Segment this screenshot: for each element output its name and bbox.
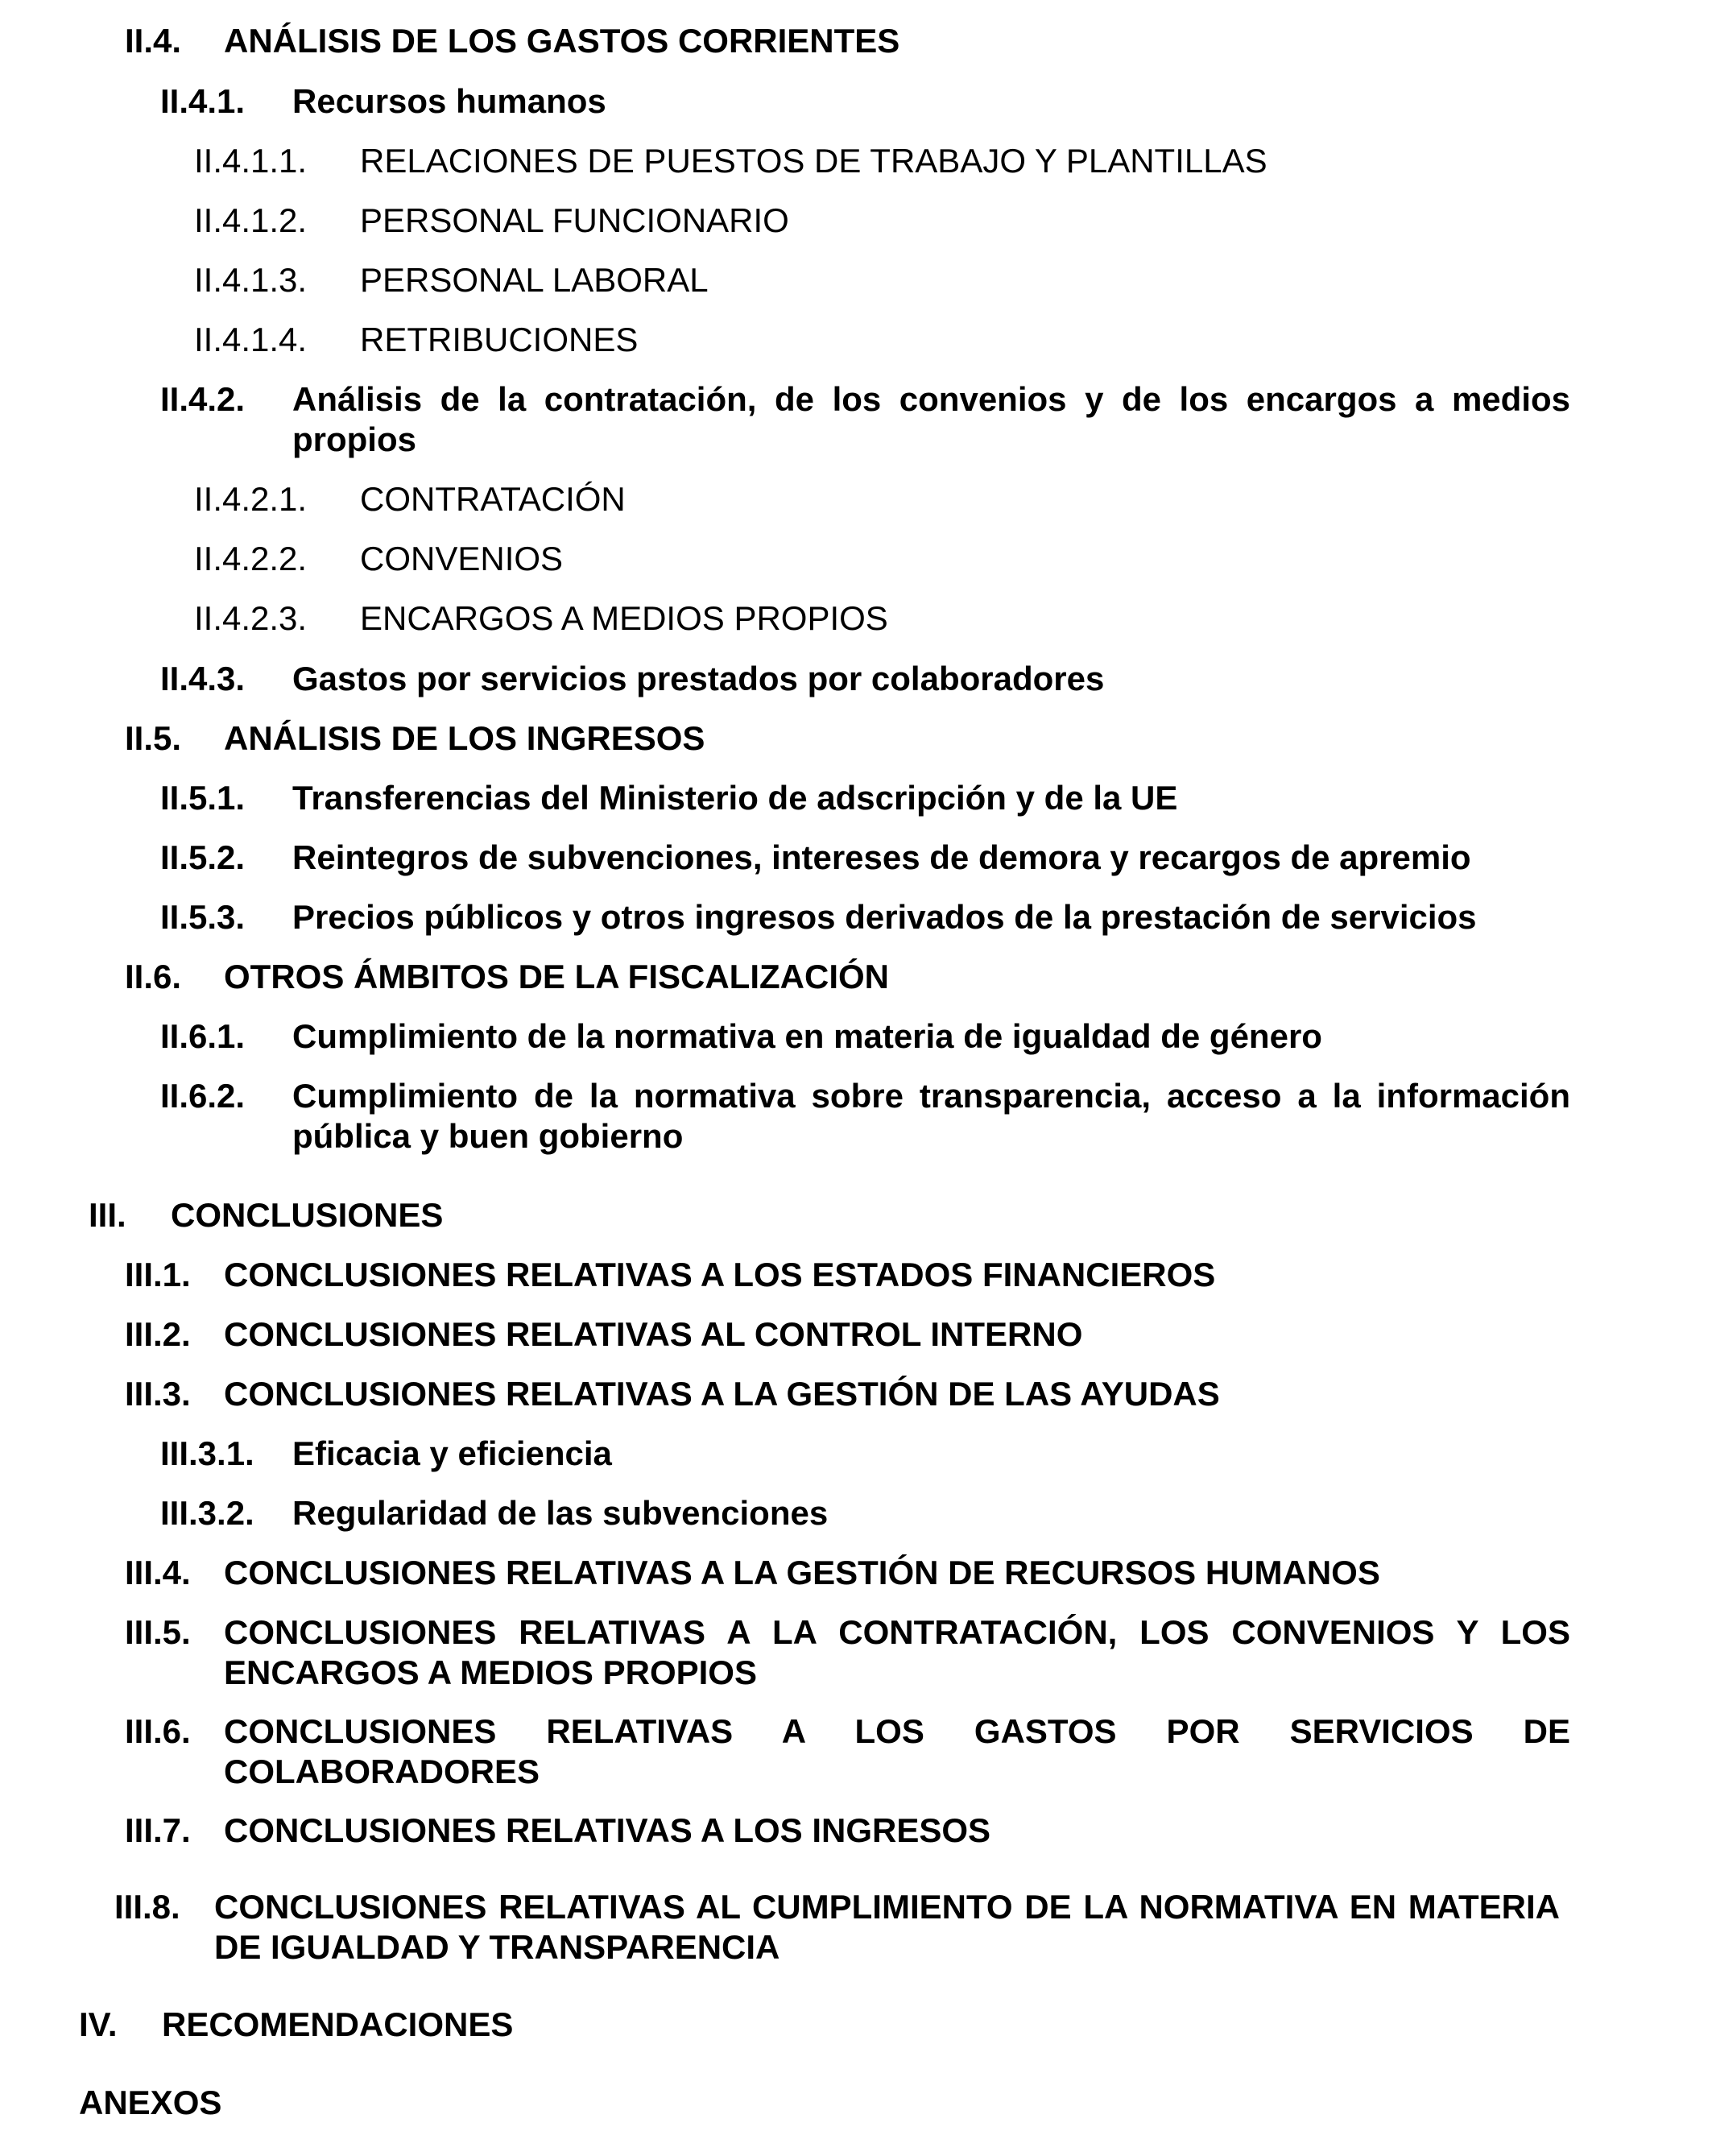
toc-entry-ii-4-1-3	[194, 260, 1563, 300]
toc-title: ENCARGOS A MEDIOS PROPIOS	[360, 599, 888, 637]
toc-title: CONCLUSIONES RELATIVAS A LA GESTIÓN DE LAS AYUDAS	[224, 1375, 1220, 1413]
toc-title: Eficacia y eficiencia	[292, 1434, 612, 1472]
toc-title: Cumplimiento de la normativa sobre transparencia, acceso a la información pública y buen gobierno	[292, 1077, 1570, 1155]
toc-title: CONCLUSIONES RELATIVAS A LA CONTRATACIÓN, LOS CONVENIOS Y LOS ENCARGOS A MEDIOS PROPIOS	[224, 1613, 1570, 1691]
toc-number: III.1.	[125, 1256, 191, 1293]
toc-number: II.5.2.	[160, 838, 246, 876]
toc-entry-ii-5	[125, 718, 1574, 759]
toc-title: CONCLUSIONES RELATIVAS A LOS ESTADOS FINANCIEROS	[224, 1256, 1216, 1293]
toc-number: II.6.1.	[160, 1017, 246, 1055]
toc-entry-ii-4-2-3	[194, 598, 1563, 639]
toc-number: II.4.3.	[160, 660, 246, 697]
toc-entry-ii-4-2-1	[194, 479, 1563, 519]
toc-entry-ii-4-1-2	[194, 201, 1563, 241]
toc-title: OTROS ÁMBITOS DE LA FISCALIZACIÓN	[224, 958, 889, 995]
toc-entry-iii-2	[125, 1314, 1574, 1355]
toc-number: II.4.2.	[160, 380, 246, 418]
toc-number: III.5.	[125, 1613, 191, 1651]
toc-title: CONTRATACIÓN	[360, 480, 626, 518]
toc-number: II.4.1.2.	[194, 201, 308, 239]
toc-entry-iii-8	[114, 1887, 1560, 1968]
toc-entry-ii-4-1-4	[194, 320, 1563, 360]
toc-title: ANÁLISIS DE LOS GASTOS CORRIENTES	[224, 22, 900, 60]
toc-entry-iii-1	[125, 1255, 1574, 1295]
toc-number: III.8.	[114, 1888, 180, 1926]
toc-number: IV.	[79, 2005, 118, 2043]
toc-entry-ii-4-2-2	[194, 539, 1563, 579]
toc-title: Regularidad de las subvenciones	[292, 1494, 829, 1532]
toc-entry-ii-4-1	[160, 81, 1578, 122]
toc-entry-ii-6	[125, 957, 1574, 997]
toc-title: CONVENIOS	[360, 540, 564, 577]
toc-entry-ii-5-2	[160, 838, 1578, 878]
toc-number: II.6.2.	[160, 1077, 246, 1115]
toc-title: PERSONAL LABORAL	[360, 261, 709, 299]
toc-number: III.6.	[125, 1712, 191, 1750]
toc-title: Cumplimiento de la normativa en materia de igualdad de género	[292, 1017, 1322, 1055]
toc-entry-ii-4-3	[160, 659, 1578, 699]
toc-title: Análisis de la contratación, de los convenios y de los encargos a medios propios	[292, 380, 1570, 458]
toc-title: Gastos por servicios prestados por colaboradores	[292, 660, 1105, 697]
toc-title: RELACIONES DE PUESTOS DE TRABAJO Y PLANTILLAS	[360, 142, 1267, 180]
toc-title: ANEXOS	[79, 2084, 222, 2121]
toc-number: II.5.3.	[160, 898, 246, 936]
toc-entry-ii-5-1	[160, 778, 1578, 818]
toc-number: II.4.2.3.	[194, 599, 308, 637]
toc-entry-ii-4-1-1	[194, 141, 1563, 181]
toc-number: III.2.	[125, 1315, 191, 1353]
toc-entry-iii-4	[125, 1553, 1574, 1593]
toc-entry-iii-3-2	[160, 1493, 1578, 1533]
toc-number: II.4.	[125, 22, 182, 60]
toc-title: Transferencias del Ministerio de adscripción y de la UE	[292, 779, 1178, 817]
toc-entry-iii-3-1	[160, 1434, 1578, 1474]
toc-entry-ii-6-1	[160, 1016, 1578, 1057]
toc-title: CONCLUSIONES RELATIVAS A LOS INGRESOS	[224, 1811, 991, 1849]
toc-number: II.5.1.	[160, 779, 246, 817]
toc-number: II.4.1.	[160, 82, 246, 120]
toc-number: II.6.	[125, 958, 182, 995]
toc-number: III.3.1.	[160, 1434, 254, 1472]
toc-entry-anexos	[79, 2083, 1528, 2123]
toc-title: RECOMENDACIONES	[162, 2005, 514, 2043]
toc-entry-ii-5-3	[160, 897, 1578, 937]
toc-entry-iii	[89, 1195, 1538, 1235]
toc-number: III.	[89, 1196, 126, 1234]
toc-number: II.5.	[125, 719, 182, 757]
toc-entry-iii-3	[125, 1374, 1574, 1414]
toc-number: II.4.2.1.	[194, 480, 308, 518]
toc-title: Precios públicos y otros ingresos derivados de la prestación de servicios	[292, 898, 1477, 936]
toc-entry-iii-7	[125, 1810, 1574, 1851]
toc-title: CONCLUSIONES RELATIVAS AL CUMPLIMIENTO DE LA NORMATIVA EN MATERIA DE IGUALDAD Y TRANSPARENCIA	[214, 1888, 1560, 1966]
toc-number: II.4.1.4.	[194, 321, 308, 358]
toc-number: II.4.1.1.	[194, 142, 308, 180]
toc-title: PERSONAL FUNCIONARIO	[360, 201, 789, 239]
toc-title: ANÁLISIS DE LOS INGRESOS	[224, 719, 705, 757]
toc-title: CONCLUSIONES RELATIVAS A LOS GASTOS POR SERVICIOS DE COLABORADORES	[224, 1712, 1570, 1790]
toc-entry-ii-6-2	[160, 1076, 1570, 1157]
toc-entry-iii-6	[125, 1711, 1570, 1792]
toc-number: II.4.1.3.	[194, 261, 308, 299]
toc-title: Reintegros de subvenciones, intereses de demora y recargos de apremio	[292, 838, 1471, 876]
toc-entry-iv	[79, 2005, 1528, 2045]
toc-number: II.4.2.2.	[194, 540, 308, 577]
toc-entry-iii-5	[125, 1612, 1570, 1693]
toc-entry-ii-4	[125, 21, 1574, 61]
toc-entry-ii-4-2	[160, 379, 1570, 460]
toc-number: III.4.	[125, 1554, 191, 1591]
toc-number: III.3.2.	[160, 1494, 254, 1532]
toc-title: CONCLUSIONES RELATIVAS A LA GESTIÓN DE RECURSOS HUMANOS	[224, 1554, 1380, 1591]
toc-title: Recursos humanos	[292, 82, 606, 120]
toc-title: CONCLUSIONES RELATIVAS AL CONTROL INTERNO	[224, 1315, 1083, 1353]
toc-title: RETRIBUCIONES	[360, 321, 639, 358]
toc-number: III.3.	[125, 1375, 191, 1413]
toc-number: III.7.	[125, 1811, 191, 1849]
toc-title: CONCLUSIONES	[171, 1196, 444, 1234]
